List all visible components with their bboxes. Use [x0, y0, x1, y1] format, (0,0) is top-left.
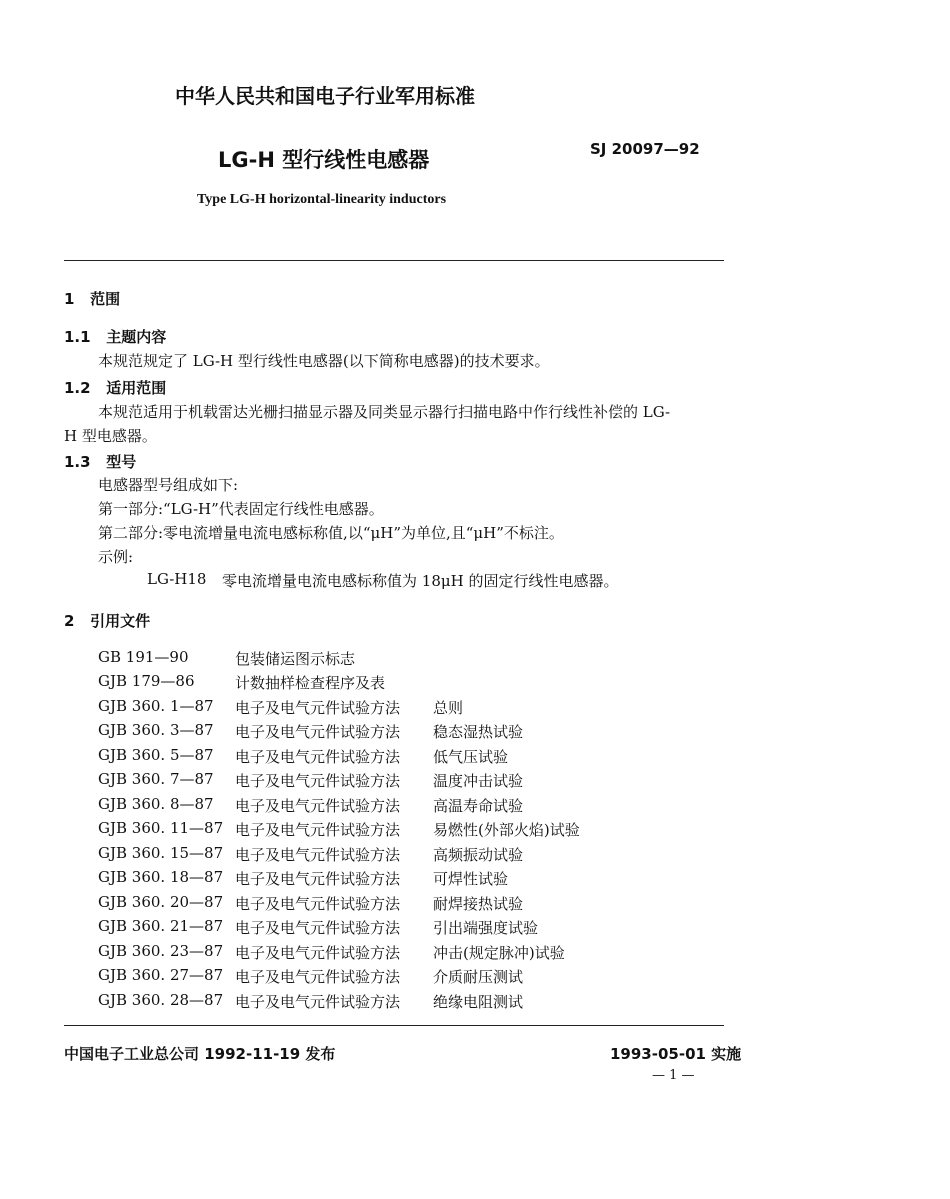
- reference-title: 电子及电气元件试验方法: [235, 772, 401, 790]
- organization-title: 中华人民共和国电子行业军用标准: [175, 84, 475, 108]
- reference-code: GJB 360. 23—87: [98, 942, 224, 960]
- reference-subtitle: 稳态湿热试验: [433, 723, 524, 741]
- document-title: LG-H 型行线性电感器: [218, 148, 430, 172]
- reference-subtitle: 引出端强度试验: [433, 919, 539, 937]
- reference-subtitle: 易燃性(外部火焰)试验: [433, 821, 580, 839]
- reference-title: 电子及电气元件试验方法: [235, 895, 401, 913]
- reference-title: 电子及电气元件试验方法: [235, 944, 401, 962]
- reference-title: 电子及电气元件试验方法: [235, 870, 401, 888]
- reference-code: GJB 360. 15—87: [98, 844, 224, 862]
- reference-title: 电子及电气元件试验方法: [235, 846, 401, 864]
- reference-code: GJB 360. 27—87: [98, 966, 224, 984]
- reference-code: GJB 360. 7—87: [98, 770, 214, 788]
- reference-subtitle: 总则: [433, 699, 464, 717]
- reference-title: 电子及电气元件试验方法: [235, 919, 401, 937]
- english-title: Type LG-H horizontal-linearity inductors: [197, 192, 447, 207]
- section-1-1-text: 本规范规定了 LG-H 型行线性电感器(以下简称电感器)的技术要求。: [98, 352, 550, 370]
- section-2-heading: 2 引用文件: [64, 612, 151, 630]
- reference-title: 电子及电气元件试验方法: [235, 797, 401, 815]
- reference-subtitle: 可焊性试验: [433, 870, 509, 888]
- reference-subtitle: 温度冲击试验: [433, 772, 524, 790]
- reference-title: 计数抽样检查程序及表: [235, 674, 386, 692]
- reference-subtitle: 耐焊接热试验: [433, 895, 524, 913]
- reference-subtitle: 高温寿命试验: [433, 797, 524, 815]
- reference-code: GJB 360. 3—87: [98, 721, 214, 739]
- reference-subtitle: 介质耐压测试: [433, 968, 524, 986]
- reference-code: GJB 360. 11—87: [98, 819, 224, 837]
- reference-subtitle: 高频振动试验: [433, 846, 524, 864]
- effective-date: 1993-05-01 实施: [610, 1045, 742, 1063]
- reference-title: 电子及电气元件试验方法: [235, 723, 401, 741]
- section-1-3-line1: 电感器型号组成如下:: [98, 476, 239, 494]
- section-1-2-text-line1: 本规范适用于机载雷达光栅扫描显示器及同类显示器行扫描电路中作行线性补偿的 LG-: [98, 403, 671, 421]
- reference-code: GJB 360. 28—87: [98, 991, 224, 1009]
- reference-code: GJB 360. 5—87: [98, 746, 214, 764]
- reference-title: 电子及电气元件试验方法: [235, 748, 401, 766]
- reference-title: 电子及电气元件试验方法: [235, 821, 401, 839]
- reference-title: 包装储运图示标志: [235, 650, 356, 668]
- reference-subtitle: 绝缘电阻测试: [433, 993, 524, 1011]
- page-number: — 1 —: [652, 1068, 695, 1083]
- issue-info: 中国电子工业总公司 1992-11-19 发布: [64, 1045, 336, 1063]
- footer-divider: [64, 1025, 724, 1026]
- reference-subtitle: 低气压试验: [433, 748, 509, 766]
- reference-code: GJB 360. 1—87: [98, 697, 214, 715]
- reference-subtitle: 冲击(规定脉冲)试验: [433, 944, 565, 962]
- reference-code: GJB 360. 20—87: [98, 893, 224, 911]
- reference-title: 电子及电气元件试验方法: [235, 993, 401, 1011]
- reference-code: GJB 360. 21—87: [98, 917, 224, 935]
- standard-number: SJ 20097—92: [590, 140, 700, 158]
- section-1-3-line2: 第一部分:“LG-H”代表固定行线性电感器。: [98, 500, 384, 518]
- section-1-3-line4: 示例:: [98, 548, 134, 566]
- example-code: LG-H18: [147, 570, 207, 588]
- reference-code: GJB 179—86: [98, 672, 195, 690]
- reference-code: GJB 360. 8—87: [98, 795, 214, 813]
- section-1-1-heading: 1.1 主题内容: [64, 328, 167, 346]
- section-1-heading: 1 范围: [64, 290, 121, 308]
- reference-title: 电子及电气元件试验方法: [235, 968, 401, 986]
- section-1-2-text-line2: H 型电感器。: [64, 427, 157, 445]
- example-text: 零电流增量电流电感标称值为 18μH 的固定行线性电感器。: [222, 572, 619, 590]
- header-divider: [64, 260, 724, 261]
- reference-title: 电子及电气元件试验方法: [235, 699, 401, 717]
- section-1-3-heading: 1.3 型号: [64, 453, 137, 471]
- section-1-2-heading: 1.2 适用范围: [64, 379, 167, 397]
- section-1-3-line3: 第二部分:零电流增量电流电感标称值,以“μH”为单位,且“μH”不标注。: [98, 524, 564, 542]
- reference-code: GJB 360. 18—87: [98, 868, 224, 886]
- reference-code: GB 191—90: [98, 648, 189, 666]
